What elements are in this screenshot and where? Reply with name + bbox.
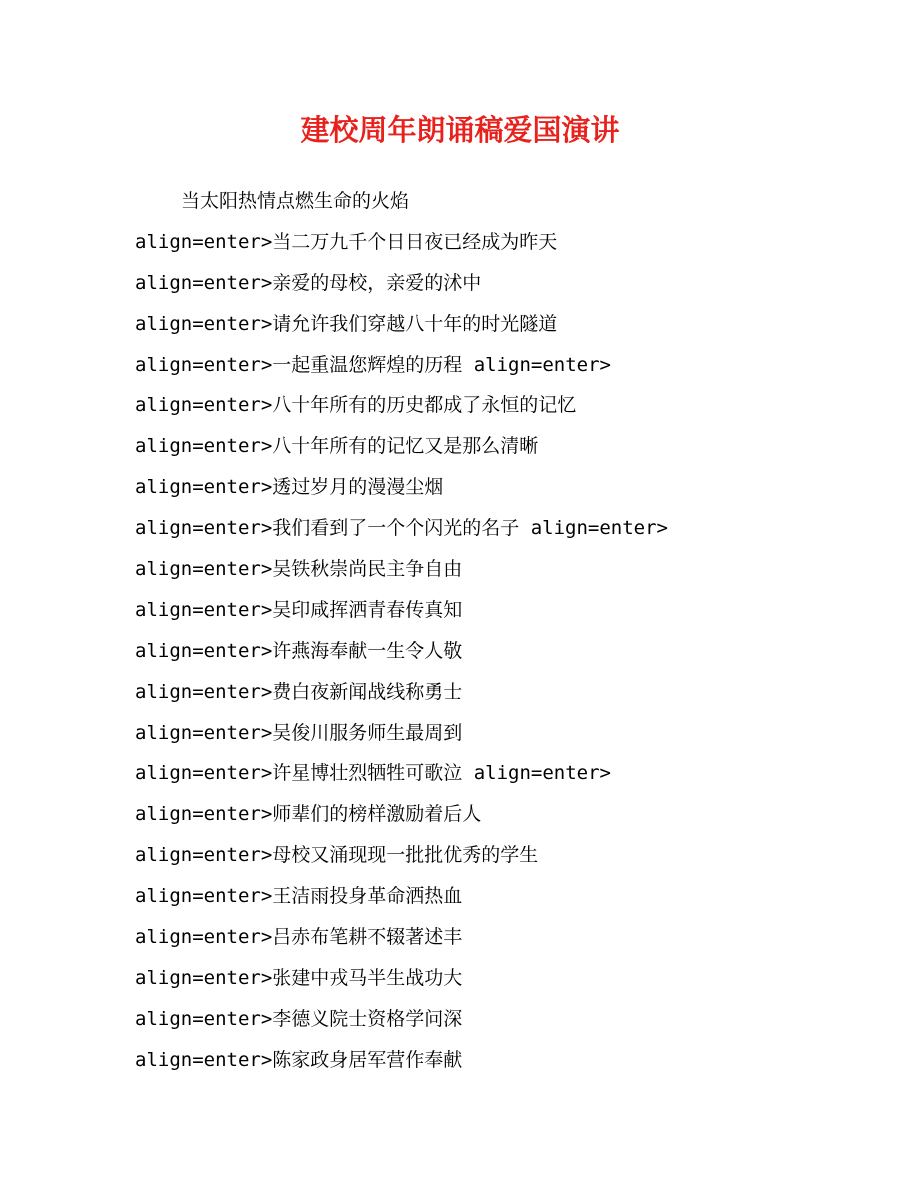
poem-line: align=enter>师辈们的榜样激励着后人 bbox=[135, 803, 482, 826]
poem-line: align=enter>吴铁秋崇尚民主争自由 bbox=[135, 558, 463, 581]
poem-line: align=enter>亲爱的母校，亲爱的沭中 bbox=[135, 271, 482, 294]
poem-line: align=enter>透过岁月的漫漫尘烟 bbox=[135, 476, 444, 499]
poem-line: align=enter>李德义院士资格学问深 bbox=[135, 1007, 463, 1030]
poem-body bbox=[135, 181, 895, 1081]
poem-line: align=enter>八十年所有的历史都成了永恒的记忆 bbox=[135, 394, 577, 417]
poem-line: 当太阳热情点燃生命的火焰 bbox=[181, 190, 410, 212]
poem-line: align=enter>张建中戎马半生战功大 bbox=[135, 966, 463, 989]
poem-line: align=enter>吴俊川服务师生最周到 bbox=[135, 721, 463, 744]
poem-line: align=enter>吴印咸挥洒青春传真知 bbox=[135, 598, 463, 621]
poem-line: align=enter>当二万九千个日日夜已经成为昨天 bbox=[135, 230, 558, 253]
poem-line: align=enter>母校又涌现现一批批优秀的学生 bbox=[135, 844, 539, 867]
poem-line: align=enter>陈家政身居军营作奉献 bbox=[135, 1048, 463, 1071]
poem-line: align=enter>许星博壮烈牺牲可歌泣 align=enter> bbox=[135, 762, 611, 785]
document-title: 建校周年朗诵稿爱国演讲 bbox=[300, 113, 620, 147]
poem-line: align=enter>费白夜新闻战线称勇士 bbox=[135, 680, 463, 703]
poem-line: align=enter>我们看到了一个个闪光的名子 align=enter> bbox=[135, 517, 668, 540]
poem-line: align=enter>王洁雨投身革命洒热血 bbox=[135, 885, 463, 908]
poem-line: align=enter>一起重温您辉煌的历程 align=enter> bbox=[135, 353, 611, 376]
poem-line: align=enter>吕赤布笔耕不辍著述丰 bbox=[135, 926, 463, 949]
poem-line: align=enter>请允许我们穿越八十年的时光隧道 bbox=[135, 312, 558, 335]
poem-line: align=enter>许燕海奉献一生令人敬 bbox=[135, 639, 463, 662]
poem-line: align=enter>八十年所有的记忆又是那么清晰 bbox=[135, 435, 539, 458]
